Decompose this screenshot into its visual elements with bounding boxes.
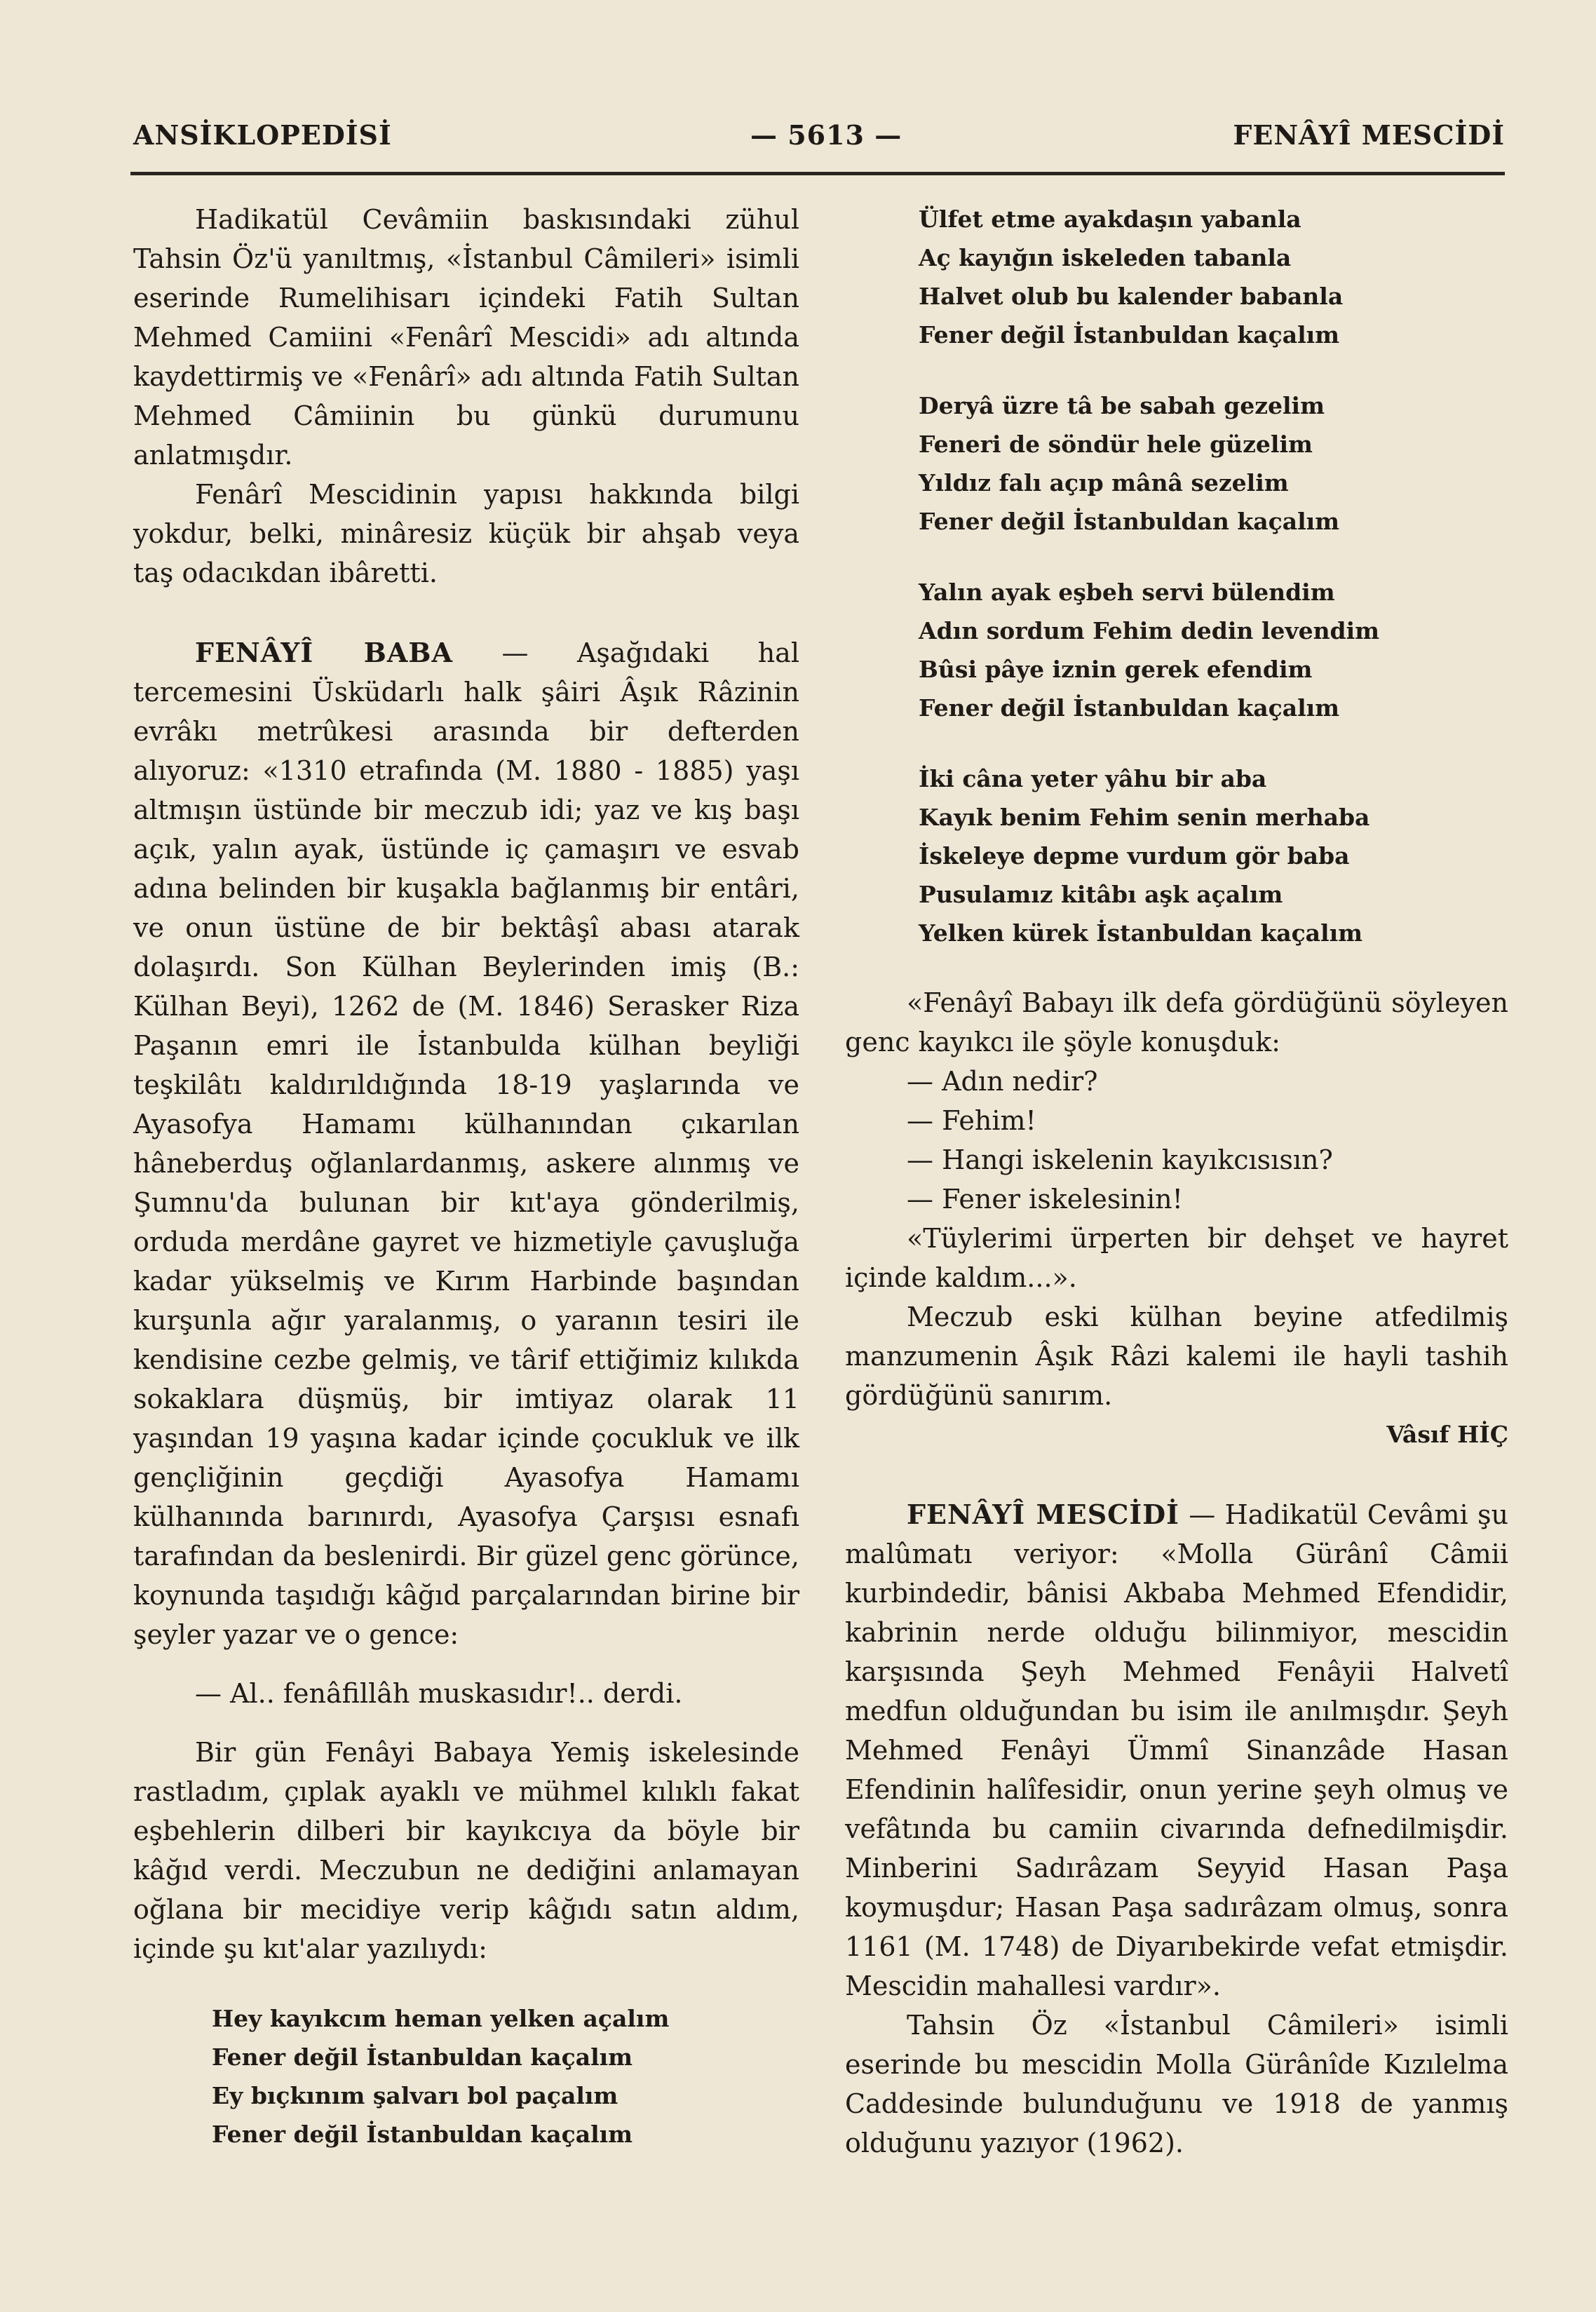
verse-line: İki câna yeter yâhu bir aba	[919, 765, 1267, 792]
verse-line: Ülfet etme ayakdaşın yabanla	[919, 205, 1301, 233]
entry-title: FENÂYÎ BABA	[195, 637, 454, 668]
entry-title: FENÂYÎ MESCİDİ	[907, 1499, 1179, 1530]
verse-line: Fener değil İstanbuldan kaçalım	[212, 2043, 633, 2071]
header-rule	[130, 172, 1505, 175]
verse-line: Fener değil İstanbuldan kaçalım	[919, 508, 1340, 535]
right-column	[845, 200, 1508, 2163]
verse-line: Yelken kürek İstanbuldan kaçalım	[919, 919, 1363, 947]
verse-stanza	[845, 759, 1508, 952]
verse-stanza	[845, 200, 1508, 354]
verse-line: Aç kayığın iskeleden tabanla	[919, 244, 1292, 271]
entry-text: — Hadikatül Cevâmi şu malûmatı veriyor: «Molla Gürânî Câmii kurbindedir, bânisi Akbaba Mehmed Efendidir, kabrinin nerde olduğu bilinmiyor, mescidin karşısında Şeyh Mehmed Fenâyii Halvetî medfun olduğundan bu isim ile anılmışdır. Şeyh Mehmed Fenâyi Ümmî Sinanzâde Hasan Efendinin halîfesidir, onun yerine şeyh olmuş ve vefâtında bu camiin civarında defnedilmişdir. Minberini Sadırâzam Seyyid Hasan Paşa koymuşdur; Hasan Paşa sadırâzam olmuş, sonra 1161 (M. 1748) de Diyarıbekirde vefat etmişdir. Mescidin mahallesi vardır».	[845, 1499, 1508, 2001]
entry-text: — Aşağıdaki hal tercemesini Üsküdarlı halk şâiri Âşık Râzinin evrâkı metrûkesi arasında bir defterden alıyoruz: «1310 etrafında (M. 1880 - 1885) yaşı altmışın üstünde bir meczub idi; yaz ve kış başı açık, yalın ayak, üstünde iç çamaşırı ve esvab adına belinden bir kuşakla bağlanmış bir entâri, ve onun üstüne de bir bektâşî abası atarak dolaşırdı. Son Külhan Beylerinden imiş (B.: Külhan Beyi), 1262 de (M. 1846) Serasker Riza Paşanın emri ile İstanbulda külhan beyliği teşkilâtı kaldırıldığında 18-19 yaşlarında ve Ayasofya Hamamı külhanından çıkarılan hâneberduş oğlanlardanmış, askere alınmış ve Şumnu'da bulunan bir kıt'aya gönderilmiş, orduda merdâne gayret ve hizmetiyle çavuşluğa kadar yükselmiş ve Kırım Harbinde başından kurşunla ağır yaralanmış, o yaranın tesiri ile kendisine cezbe gelmiş, ve târif ettiğimiz kılıkda sokaklara düşmüş, bir imtiyaz olarak 11 yaşından 19 yaşına kadar içinde çocukluk ve ilk gençliğinin geçdiği Ayasofya Hamamı külhanında barınırdı, Ayasofya Çarşısı esnafı tarafından da beslenirdi. Bir güzel genc görünce, koynunda taşıdığı kâğıd parçalarından birine bir şeyler yazar ve o gence:	[133, 637, 799, 1650]
dialogue-line: — Fener iskelesinin!	[907, 1184, 1183, 1215]
verse-stanza	[845, 573, 1508, 727]
verse-line: Hey kayıkcım heman yelken açalım	[212, 2005, 670, 2032]
verse-line: Ey bıçkınım şalvarı bol paçalım	[212, 2082, 618, 2109]
verse-stanza	[133, 1999, 799, 2154]
verse-line: Kayık benim Fehim senin merhaba	[919, 804, 1370, 831]
dialogue-line: — Adın nedir?	[907, 1066, 1098, 1097]
paragraph: Bir gün Fenâyi Babaya Yemiş iskelesinde rastladım, çıplak ayaklı ve mühmel kılıklı fakat eşbehlerin dilberi bir kayıkcıya da böyle bir kâğıd verdi. Meczubun ne dediğini anlamayan oğlana bir mecidiye verip kâğıdı satın aldım, içinde şu kıt'alar yazılıydı:	[133, 1737, 799, 1964]
verse-line: Deryâ üzre tâ be sabah gezelim	[919, 392, 1325, 419]
left-column	[133, 200, 799, 2154]
verse-line: İskeleye depme vurdum gör baba	[919, 842, 1350, 870]
paragraph: Meczub eski külhan beyine atfedilmiş manzumenin Âşık Râzi kalemi ile hayli tashih gördüğünü sanırım.	[845, 1302, 1508, 1411]
paragraph: «Fenâyî Babayı ilk defa gördüğünü söyleyen genc kayıkcı ile şöyle konuşduk:	[845, 987, 1508, 1057]
verse-line: Pusulamız kitâbı aşk açalım	[919, 881, 1283, 908]
page-number: — 5613 —	[750, 119, 902, 151]
running-header-right: FENÂYÎ MESCİDİ	[1233, 119, 1505, 151]
verse-line: Adın sordum Fehim dedin levendim	[919, 617, 1380, 644]
dialogue-line: — Hangi iskelenin kayıkcısısın?	[907, 1144, 1333, 1175]
author-signature: Vâsıf HİÇ	[1386, 1421, 1508, 1448]
verse-line: Bûsi pâye iznin gerek efendim	[919, 656, 1313, 683]
verse-line: Yıldız falı açıp mânâ sezelim	[919, 469, 1289, 496]
paragraph: Fenârî Mescidinin yapısı hakkında bilgi yokdur, belki, minâresiz küçük bir ahşab veya taş odacıkdan ibâretti.	[133, 479, 799, 588]
paragraph: «Tüylerimi ürperten bir dehşet ve hayret içinde kaldım...».	[845, 1223, 1508, 1293]
verse-line: Fener değil İstanbuldan kaçalım	[919, 694, 1340, 722]
verse-line: Yalın ayak eşbeh servi bülendim	[919, 579, 1335, 606]
dialogue-line: — Fehim!	[907, 1105, 1036, 1136]
verse-line: Fener değil İstanbuldan kaçalım	[919, 321, 1340, 349]
verse-line: Halvet olub bu kalender babanla	[919, 283, 1344, 310]
running-header-left: ANSİKLOPEDİSİ	[133, 119, 392, 151]
verse-stanza	[845, 386, 1508, 541]
paragraph: Hadikatül Cevâmiin baskısındaki zühul Tahsin Öz'ü yanıltmış, «İstanbul Câmileri» isimli eserinde Rumelihisarı içindeki Fatih Sultan Mehmed Camiini «Fenârî Mescidi» adı altında kaydettirmiş ve «Fenârî» adı altında Fatih Sultan Mehmed Câmiinin bu günkü durumunu anlatmışdır.	[133, 204, 799, 471]
entry-fenayi-mescidi	[845, 1495, 1508, 2006]
verse-line: Fener değil İstanbuldan kaçalım	[212, 2121, 633, 2148]
entry-fenayi-baba	[133, 633, 799, 1654]
quote-line: — Al.. fenâfillâh muskasıdır!.. derdi.	[195, 1678, 683, 1709]
paragraph: Tahsin Öz «İstanbul Câmileri» isimli eserinde bu mescidin Molla Gürânîde Kızılelma Caddesinde bulunduğunu ve 1918 de yanmış olduğunu yazıyor (1962).	[845, 2010, 1508, 2158]
verse-line: Feneri de söndür hele güzelim	[919, 431, 1313, 458]
